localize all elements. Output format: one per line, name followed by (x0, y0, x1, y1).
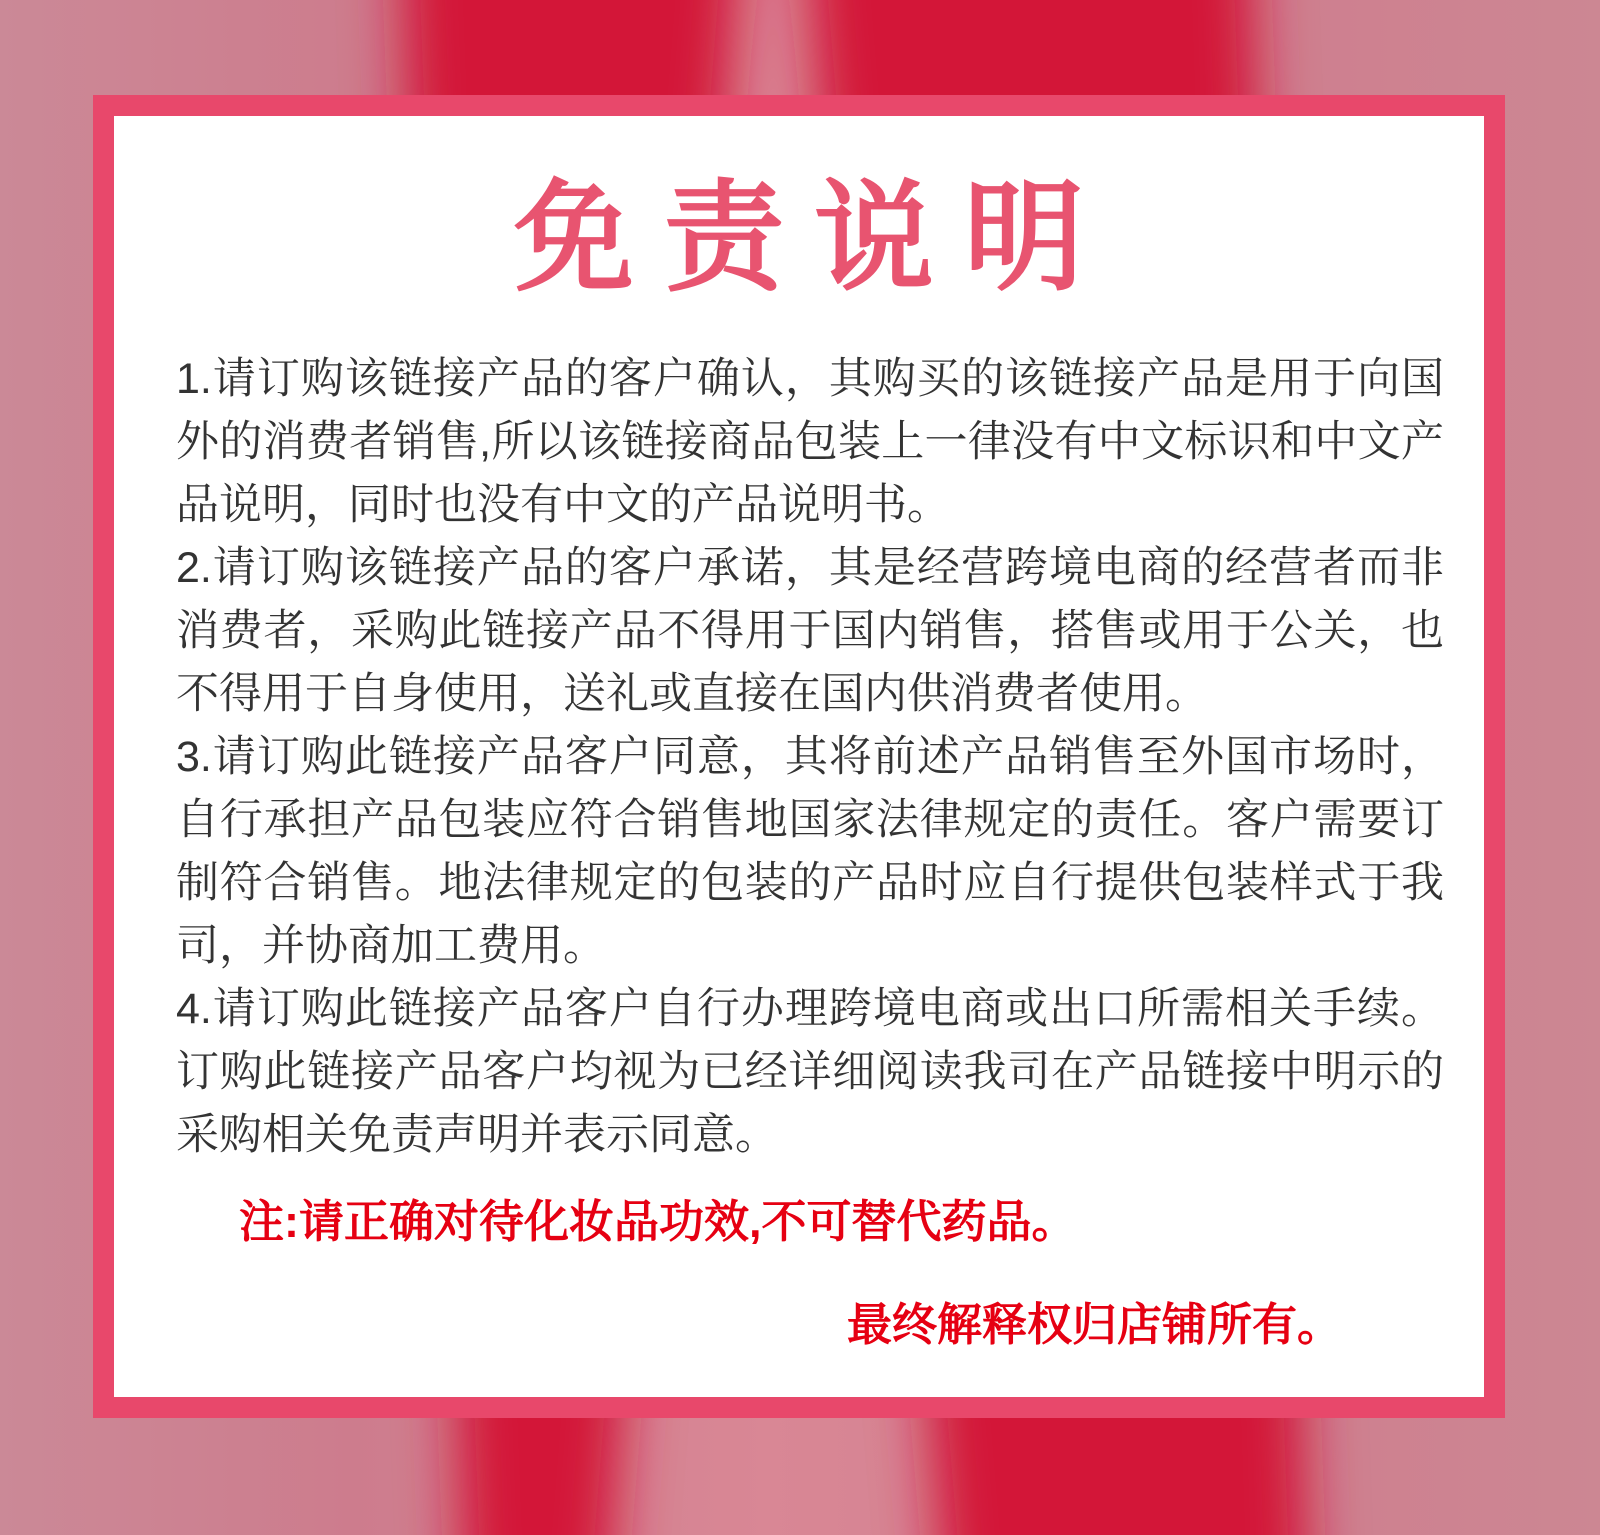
disclaimer-item-2: 2.请订购该链接产品的客户承诺，其是经营跨境电商的经营者而非消费者，采购此链接产品不得用于国内销售，搭售或用于公关，也不得用于自身使用，送礼或直接在国内供消费者使用。 (176, 544, 1444, 718)
disclaimer-body (176, 348, 1444, 1167)
disclaimer-item-3: 3.请订购此链接产品客户同意，其将前述产品销售至外国市场时，自行承担产品包装应符合销售地国家法律规定的责任。客户需要订制符合销售。地法律规定的包装的产品时应自行提供包装样式于我司，并协商加工费用。 (176, 733, 1444, 970)
rights-statement: 最终解释权归店铺所有。 (846, 1299, 1342, 1350)
page-title: 免责说明 (514, 171, 1114, 305)
disclaimer-card (93, 95, 1505, 1418)
disclaimer-item-1: 1.请订购该链接产品的客户确认，其购买的该链接产品是用于向国外的消费者销售,所以该链接商品包装上一律没有中文标识和中文产品说明，同时也没有中文的产品说明书。 (176, 355, 1444, 529)
disclaimer-item-4: 4.请订购此链接产品客户自行办理跨境电商或出口所需相关手续。订购此链接产品客户均视为已经详细阅读我司在产品链接中明示的采购相关免责声明并表示同意。 (176, 985, 1444, 1159)
cosmetics-warning-note: 注:请正确对待化妆品功效,不可替代药品。 (239, 1196, 1077, 1247)
